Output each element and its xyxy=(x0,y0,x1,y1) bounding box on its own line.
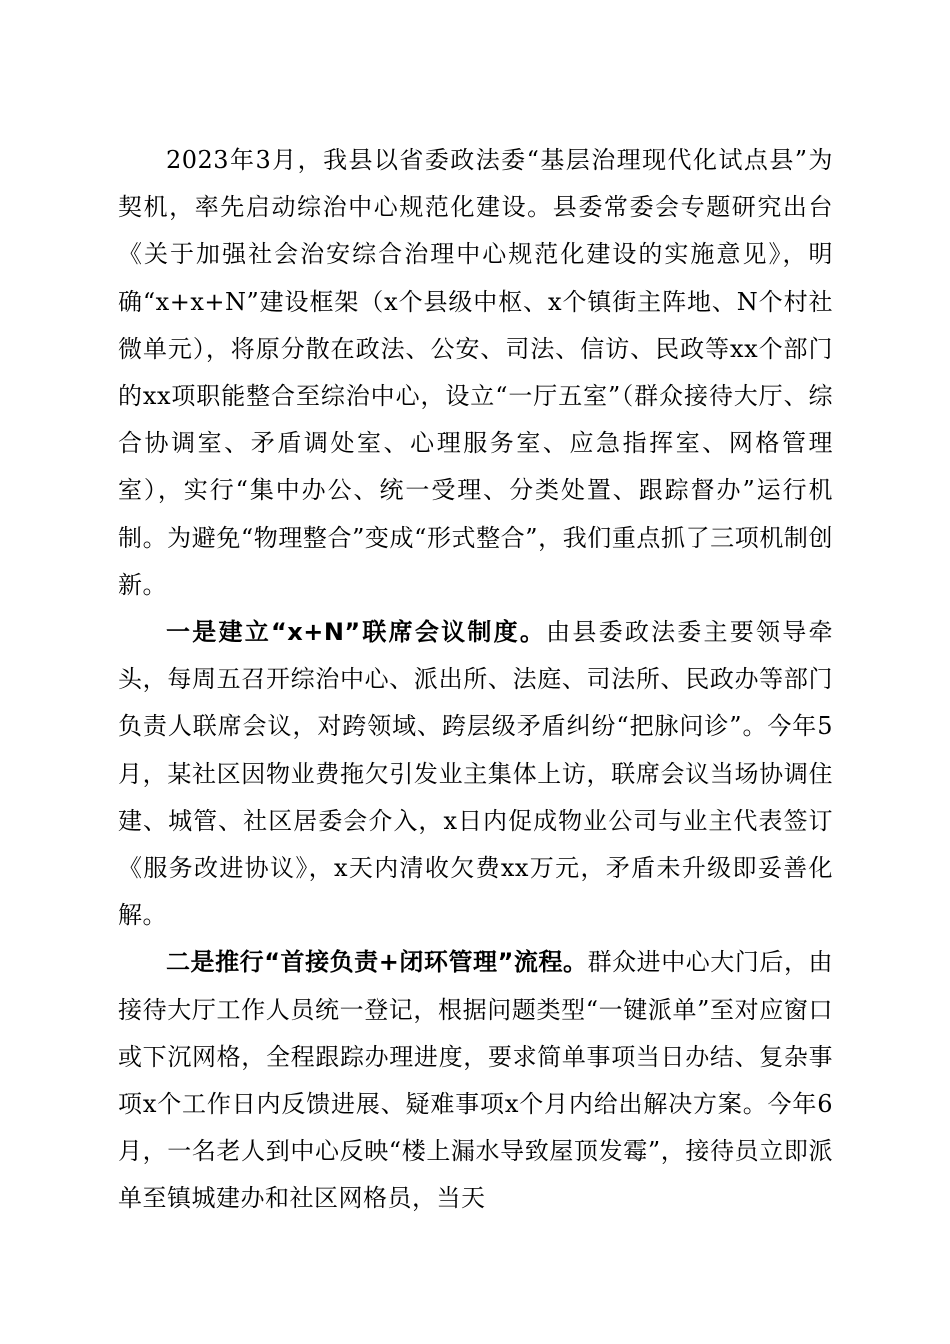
paragraph-first-responsibility-text: 群众进中心大门后，由接待大厅工作人员统一登记，根据问题类型“一键派单”至对应窗口或下沉网格，全程跟踪办理进度，要求简单事项当日办结、复杂事项x个工作日内反馈进展、疑难事项x个月内给出解决方案。今年6月，一名老人到中心反映“楼上漏水导致屋顶发霉”，接待员立即派单至镇城建办和社区网格员，当天 xyxy=(118,948,834,1213)
paragraph-first-responsibility xyxy=(118,939,833,1222)
paragraph-joint-meeting-lead: 一是建立“x+N”联席会议制度。 xyxy=(166,618,547,647)
paragraph-joint-meeting-text: 由县委政法委主要领导牵头，每周五召开综治中心、派出所、法庭、司法所、民政办等部门负责人联席会议，对跨领域、跨层级矛盾纠纷“把脉问诊”。今年5月，某社区因物业费拖欠引发业主集体上访，联席会议当场协调住建、城管、社区居委会介入，x日内促成物业公司与业主代表签订《服务改进协议》，x天内清收欠费xx万元，矛盾未升级即妥善化解。 xyxy=(118,618,834,930)
paragraph-intro xyxy=(118,137,833,609)
paragraph-first-responsibility-lead: 二是推行“首接负责+闭环管理”流程。 xyxy=(166,948,588,977)
paragraph-joint-meeting xyxy=(118,609,833,939)
paragraph-intro-text: 2023年3月，我县以省委政法委“基层治理现代化试点县”为契机，率先启动综治中心规范化建设。县委常委会专题研究出台《关于加强社会治安综合治理中心规范化建设的实施意见》，明确“x+x+N”建设框架（x个县级中枢、x个镇街主阵地、N个村社微单元），将原分散在政法、公安、司法、信访、民政等xx个部门的xx项职能整合至综治中心，设立“一厅五室”（群众接待大厅、综合协调室、矛盾调处室、心理服务室、应急指挥室、网格管理室），实行“集中办公、统一受理、分类处置、跟踪督办”运行机制。为避免“物理整合”变成“形式整合”，我们重点抓了三项机制创新。 xyxy=(118,146,833,599)
document-body xyxy=(118,137,833,1223)
